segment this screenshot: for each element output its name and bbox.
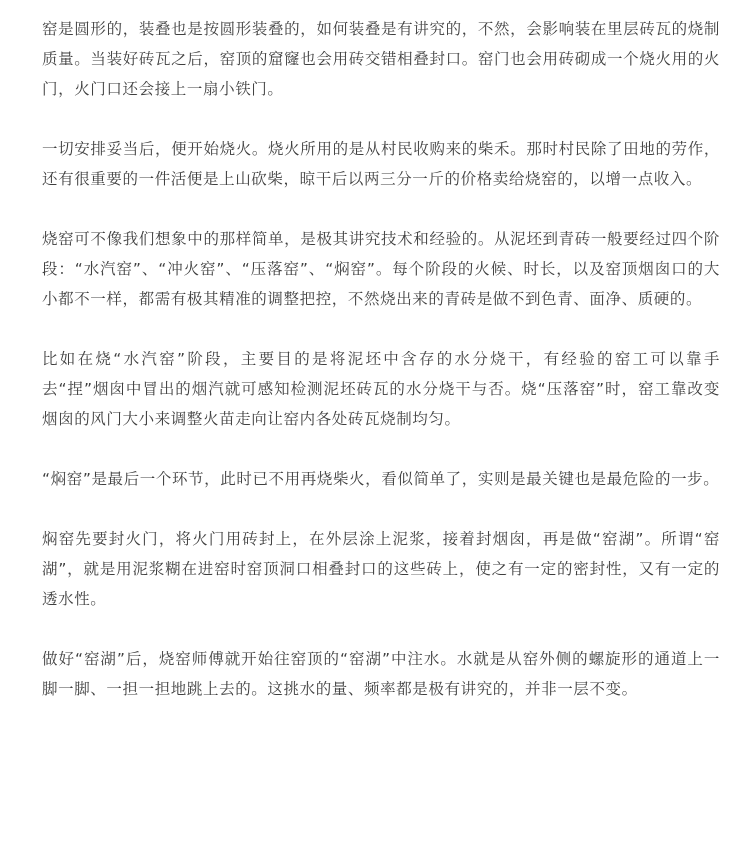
paragraph-kiln-stacking: 窑是圆形的，装叠也是按圆形装叠的，如何装叠是有讲究的，不然，会影响装在里层砖瓦的烧制质量。当装好砖瓦之后，窑顶的窟窿也会用砖交错相叠封口。窑门也会用砖砌成一个烧火用的火门，火门口还会接上一扇小铁门。 — [42, 20, 720, 98]
paragraph-smothering-stage: “焖窑”是最后一个环节，此时已不用再烧柴火，看似简单了，实则是最关键也是最危险的一步。 — [42, 470, 720, 488]
article-body — [42, 14, 720, 734]
paragraph-four-stages: 烧窑可不像我们想象中的那样简单，是极其讲究技术和经验的。从泥坯到青砖一般要经过四个阶段：“水汽窑”、“冲火窑”、“压落窑”、“焖窑”。每个阶段的火候、时长，以及窑顶烟囱口的大小都不一样，都需有极其精准的调整把控，不然烧出来的青砖是做不到色青、面净、质硬的。 — [42, 230, 720, 308]
paragraph-start-firing: 一切安排妥当后，便开始烧火。烧火所用的是从村民收购来的柴禾。那时村民除了田地的劳作，还有很重要的一件活便是上山砍柴，晾干后以两三分一斤的价格卖给烧窑的，以增一点收入。 — [42, 140, 720, 188]
paragraph-sealing-kiln: 焖窑先要封火门，将火门用砖封上，在外层涂上泥浆，接着封烟囱，再是做“窑湖”。所谓“窑湖”，就是用泥浆糊在进窑时窑顶洞口相叠封口的这些砖上，使之有一定的密封性，又有一定的透水性。 — [42, 530, 720, 608]
paragraph-water-steam-stage: 比如在烧“水汽窑”阶段，主要目的是将泥坯中含存的水分烧干，有经验的窑工可以靠手去“捏”烟囱中冒出的烟汽就可感知检测泥坯砖瓦的水分烧干与否。烧“压落窑”时，窑工靠改变烟囱的风门大小来调整火苗走向让窑内各处砖瓦烧制均匀。 — [42, 350, 720, 428]
paragraph-water-pouring: 做好“窑湖”后，烧窑师傅就开始往窑顶的“窑湖”中注水。水就是从窑外侧的螺旋形的通道上一脚一脚、一担一担地跳上去的。这挑水的量、频率都是极有讲究的，并非一层不变。 — [42, 650, 720, 698]
